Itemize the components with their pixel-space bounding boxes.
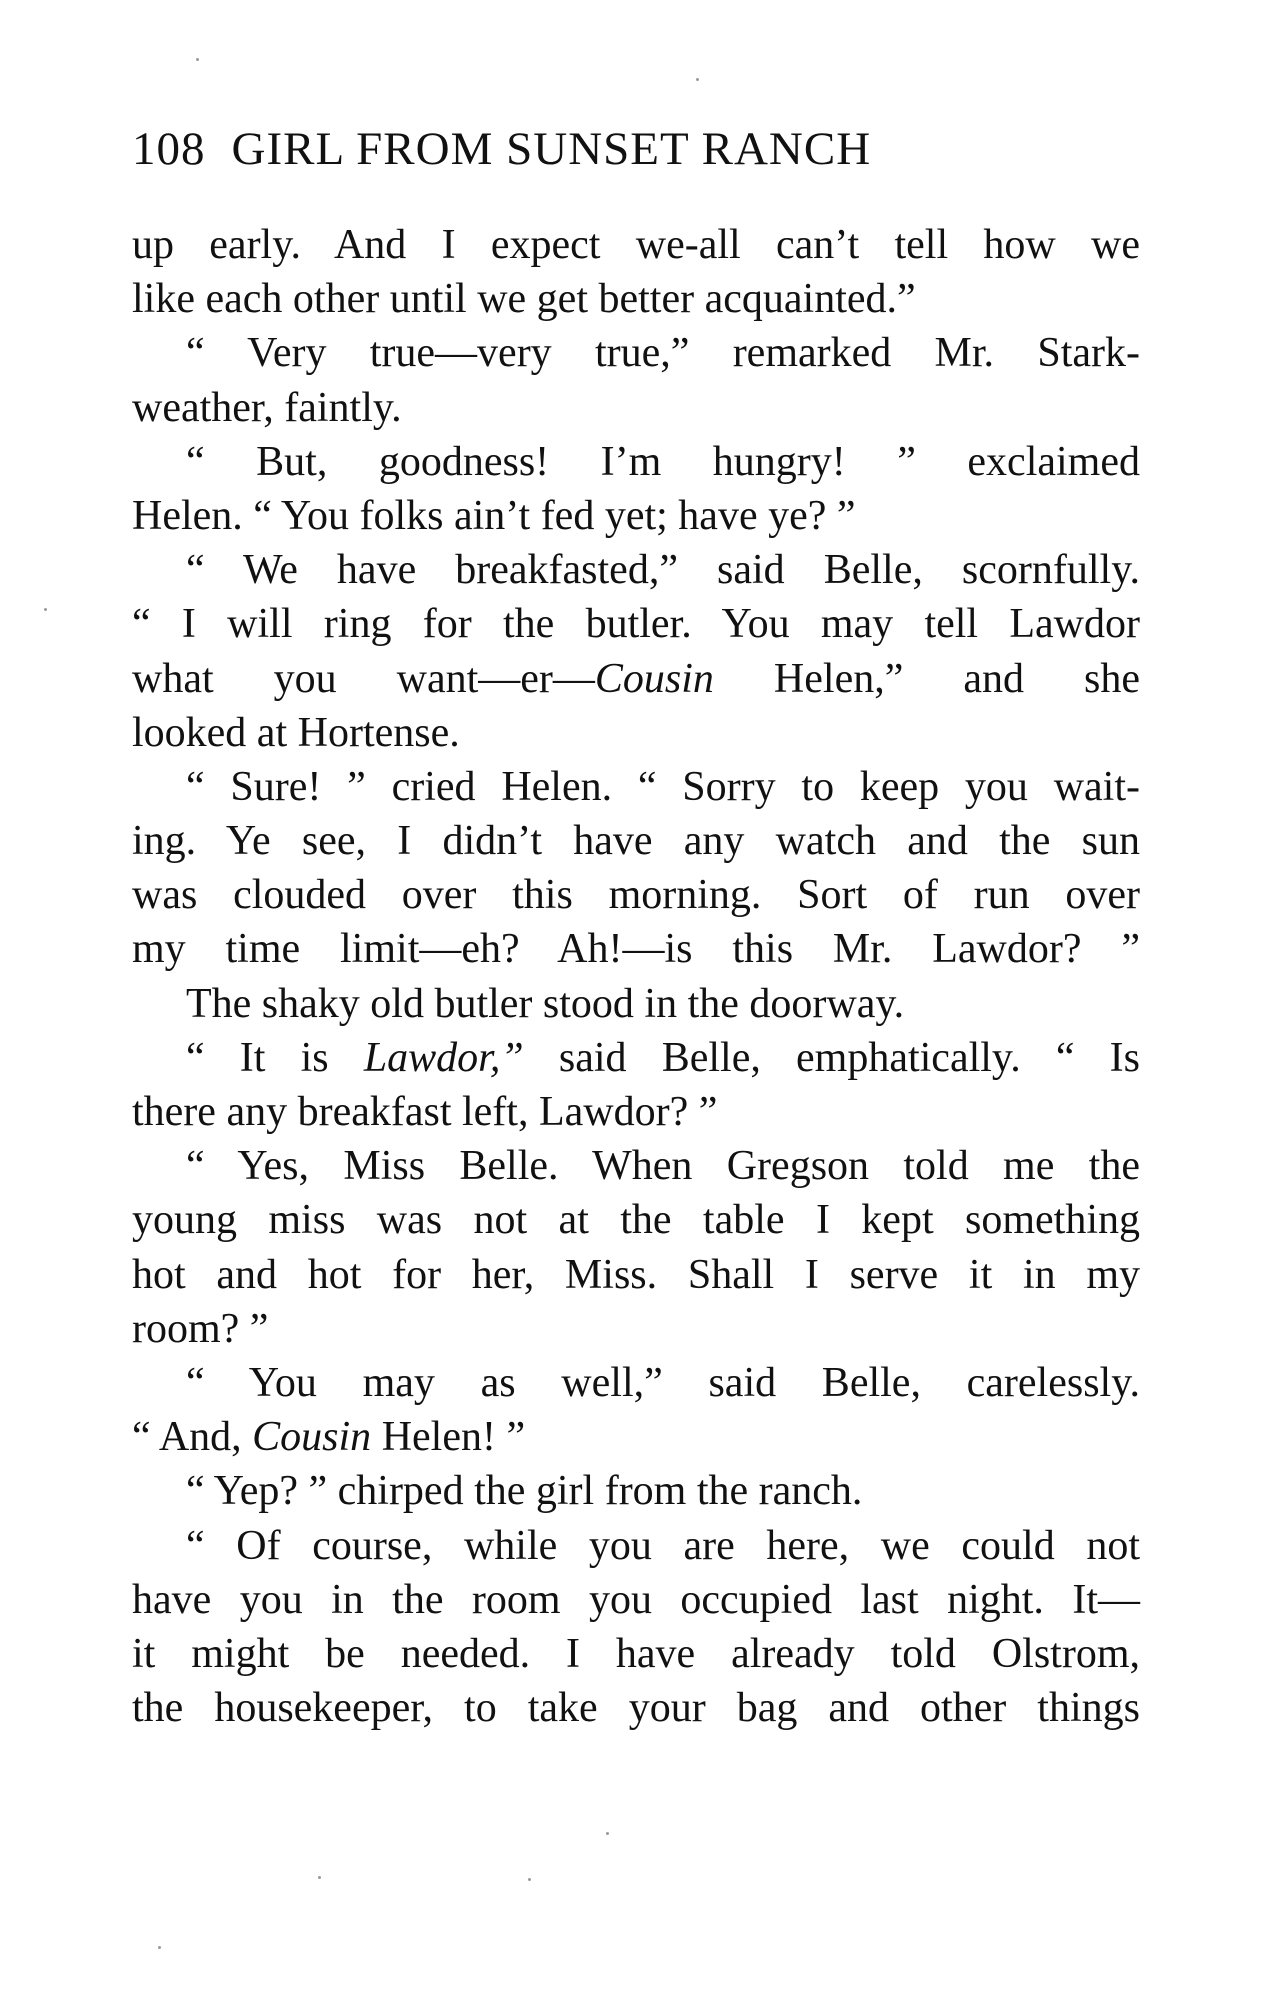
text-line: hot and hot for her, Miss. Shall I serve it in my xyxy=(132,1251,1140,1298)
text-line: “ And, Cousin Helen! ” xyxy=(132,1414,526,1461)
text-line: “ Sure! ” cried Helen. “ Sorry to keep you wait- xyxy=(186,763,1140,810)
text-line: like each other until we get better acquainted.” xyxy=(132,276,916,323)
paper-speck xyxy=(696,78,699,81)
paper-speck xyxy=(158,1946,161,1949)
text-line: “ Yes, Miss Belle. When Gregson told me the xyxy=(186,1143,1140,1190)
text-line: up early. And I expect we-all can’t tell how we xyxy=(132,222,1140,268)
text-line: room? ” xyxy=(132,1305,269,1352)
book-title: GIRL FROM SUNSET RANCH xyxy=(231,123,872,175)
italic-text: Cousin xyxy=(594,655,714,702)
paper-speck xyxy=(196,58,199,61)
text-line: have you in the room you occupied last night. It— xyxy=(132,1576,1140,1623)
italic-text: Cousin xyxy=(252,1414,372,1461)
text-line: looked at Hortense. xyxy=(132,709,460,756)
running-head xyxy=(132,122,1142,176)
paper-speck xyxy=(318,1876,321,1879)
text-line: “ Yep? ” chirped the girl from the ranch. xyxy=(186,1468,863,1515)
text-line: The shaky old butler stood in the doorway. xyxy=(186,980,905,1027)
text-line: was clouded over this morning. Sort of run over xyxy=(132,872,1140,919)
paper-speck xyxy=(528,1878,531,1881)
text-line: Helen. “ You folks ain’t fed yet; have ye? ” xyxy=(132,492,856,539)
text-line: the housekeeper, to take your bag and other things xyxy=(132,1685,1140,1732)
text-line: it might be needed. I have already told Olstrom, xyxy=(132,1630,1140,1677)
text-line: “ It is Lawdor,” said Belle, emphatically. “ Is xyxy=(186,1034,1141,1081)
text-line: “ Of course, while you are here, we could not xyxy=(186,1522,1140,1569)
text-line: “ Very true—very true,” remarked Mr. Stark- xyxy=(186,330,1140,377)
paper-speck xyxy=(606,1832,609,1835)
text-line: young miss was not at the table I kept something xyxy=(132,1197,1140,1244)
text-line: there any breakfast left, Lawdor? ” xyxy=(132,1089,718,1135)
body-text xyxy=(132,218,1140,1735)
paper-speck xyxy=(44,608,47,611)
text-line: “ You may as well,” said Belle, carelessly. xyxy=(186,1359,1140,1406)
italic-text: Lawdor,” xyxy=(363,1034,524,1081)
text-line: what you want—er—Cousin Helen,” and she xyxy=(132,655,1140,702)
text-line: my time limit—eh? Ah!—is this Mr. Lawdor? ” xyxy=(132,926,1140,973)
text-line: “ We have breakfasted,” said Belle, scornfully. xyxy=(186,547,1140,594)
text-line: “ I will ring for the butler. You may tell Lawdor xyxy=(132,601,1140,648)
text-line: weather, faintly. xyxy=(132,384,402,431)
text-line: ing. Ye see, I didn’t have any watch and the sun xyxy=(132,818,1140,865)
text-line: “ But, goodness! I’m hungry! ” exclaimed xyxy=(186,438,1140,485)
page-number: 108 xyxy=(132,123,206,175)
